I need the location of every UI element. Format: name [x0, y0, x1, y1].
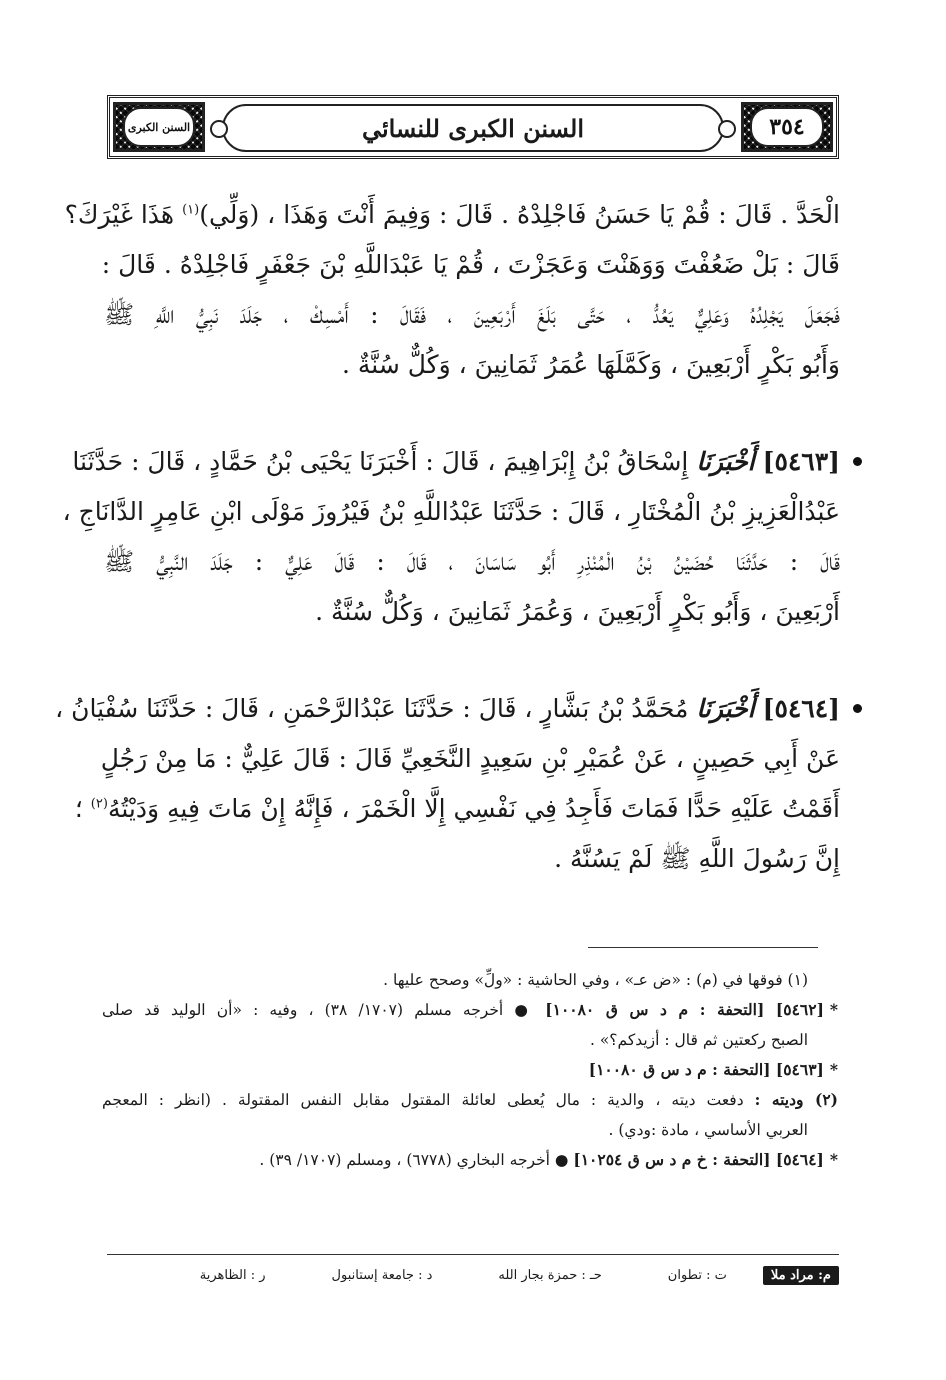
footnotes [102, 965, 838, 1175]
page-header [107, 95, 839, 159]
footnote-2-cont: العربي الأساسي ، مادة :ودي) . [608, 1121, 808, 1139]
book-emblem: السنن الكبرى [123, 107, 195, 147]
text-segment: إِسْحَاقُ بْنُ إِبْرَاهِيمَ ، قَالَ : أَخْبَرَنَا يَحْيَى بْنُ حَمَّادٍ ، قَالَ : حَدَّثَنَا [72, 447, 689, 476]
text-line: فَجَعَلَ يَجْلِدُهُ وَعَلِيٌّ يَعُدُّ ، حَتَّى بَلَغَ أَرْبَعِينَ ، فَقَالَ : أَمْسِكْ ، جَلَدَ نَبِيُّ اللَّهِ ﷺ [104, 300, 840, 329]
hadith-number: [٥٤٦٤] [762, 694, 840, 723]
text-segment: الْحَدَّ . قَالَ : قُمْ يَا حَسَنُ فَاجْلِدْهُ . قَالَ : وَفِيمَ أَنْتَ وَهَذَا ، (وَلِّي) [199, 200, 840, 229]
bullet-icon [853, 704, 862, 713]
manuscript-r: ر : الظاهرية [199, 1267, 266, 1283]
title-cartouche [222, 104, 724, 152]
bottom-divider [107, 1254, 839, 1255]
rosette-icon [718, 120, 736, 138]
continuation-paragraph [64, 190, 840, 390]
star-icon: * [829, 1150, 838, 1169]
footnote-2 [102, 1085, 838, 1115]
text-line: عَبْدُالْعَزِيزِ بْنُ الْمُخْتَارِ ، قَالَ : حَدَّثَنَا عَبْدُاللَّهِ بْنُ فَيْرُوزَ مَوْلَى ابْنِ عَامِرٍ الدَّانَاجِ ، [62, 497, 840, 526]
footnote-text: ● أخرجه البخاري (٦٧٧٨) ، ومسلم (١٧٠٧/ ٣٩) . [259, 1151, 569, 1169]
text-segment: أَقَمْتُ عَلَيْهِ حَدًّا فَمَاتَ فَأَجِدُ فِي نَفْسِي إِلَّا الْخَمْرَ ، فَإِنَّهُ إِنْ مَاتَ فِيهِ وَدَيْتُهُ [107, 794, 840, 823]
manuscript-t: ت : تطوان [667, 1267, 727, 1283]
text-segment: مُحَمَّدُ بْنُ بَشَّارٍ ، قَالَ : حَدَّثَنَا عَبْدُالرَّحْمَنِ ، قَالَ : حَدَّثَنَا سُفْيَانُ ، [55, 694, 689, 723]
footnote-text: دفعت ديته ، والدية : مال يُعطى لعائلة المقتول مقابل النفس المقتولة . (انظر : المعجم [102, 1091, 744, 1109]
hadith-opening: أَخْبَرَنَا [696, 447, 755, 476]
bullet-icon [853, 457, 862, 466]
text-line [74, 784, 840, 834]
footnote-ref: (١) [182, 202, 200, 218]
text-line: إِنَّ رَسُولَ اللَّهِ ﷺ لَمْ يَسُنَّهُ . [554, 844, 840, 873]
tuhfa-ref: [٥٤٦٤] [التحفة : خ م د س ق ١٠٢٥٤] [573, 1150, 824, 1169]
hadith-5463 [62, 437, 840, 637]
footnote-text: ● أخرجه مسلم (١٧٠٧/ ٣٨) ، وفيه : «أن الوليد قد صلى [102, 1001, 535, 1019]
tuhfa-ref: [٥٤٦٣] [التحفة : م د س ق ١٠٠٨٠] [588, 1060, 824, 1079]
manuscript-d: د : جامعة إستانبول [331, 1267, 433, 1283]
star-icon: * [829, 1060, 838, 1079]
header-ornament-right [741, 102, 833, 152]
text-segment: ؛ [74, 794, 83, 823]
footnote-5462-cont: الصبح ركعتين ثم قال : أزيدكم؟» . [589, 1031, 808, 1049]
text-line [64, 190, 840, 240]
manuscript-legend [107, 1262, 839, 1288]
text-line: قَالَ : حَدَّثَنَا حُضَيْنُ بْنُ الْمُنْذِرِ أَبُو سَاسَانَ ، قَالَ : قَالَ عَلِيٌّ : جَلَدَ النَّبِيُّ ﷺ [104, 547, 840, 576]
footnote-divider [588, 947, 818, 948]
page-number: ٣٥٤ [750, 107, 824, 147]
rosette-icon [210, 120, 228, 138]
footnote-5463 [102, 1055, 838, 1085]
text-line: عَنْ أَبِي حَصِينٍ ، عَنْ عُمَيْرِ بْنِ سَعِيدٍ النَّخَعِيِّ قَالَ : قَالَ عَلِيٌّ : مَا مِنْ رَجُلٍ [100, 744, 840, 773]
text-line [55, 684, 840, 734]
text-line [72, 437, 840, 487]
tuhfa-ref: [٥٤٦٢] [التحفة : م د س ق ١٠٠٨٠] [545, 1000, 824, 1019]
star-icon: * [829, 1000, 839, 1019]
text-line: قَالَ : بَلْ ضَعُفْتَ وَوَهَنْتَ وَعَجَزْتَ ، قُمْ يَا عَبْدَاللَّهِ بْنَ جَعْفَرٍ فَاجْلِدْهُ . قَالَ : [101, 250, 840, 279]
manuscript-tag: م: مراد ملا [763, 1266, 839, 1285]
book-title: السنن الكبرى للنسائي [361, 113, 585, 143]
text-segment: هَذَا غَيْرَكَ؟ [64, 200, 175, 229]
hadith-5464 [55, 684, 840, 884]
footnote-label: (٢) وديته : [754, 1090, 838, 1109]
footnote-5462 [102, 995, 838, 1025]
footnote-1: (١) فوقها في (م) : «ض عـ» ، وفي الحاشية : «ولِّ» وصحح عليها . [383, 971, 808, 989]
text-line: وَأَبُو بَكْرٍ أَرْبَعِينَ ، وَكَمَّلَهَا عُمَرُ ثَمَانِينَ ، وَكُلٌّ سُنَّةٌ . [342, 350, 840, 379]
footnote-5464 [102, 1145, 838, 1175]
footnote-ref: (٢) [90, 796, 108, 812]
hadith-number: [٥٤٦٣] [762, 447, 840, 476]
hadith-opening: أَخْبَرَنَا [696, 694, 755, 723]
manuscript-h: حـ : حمزة بجار الله [498, 1267, 602, 1283]
text-line: أَرْبَعِينَ ، وَأَبُو بَكْرٍ أَرْبَعِينَ ، وَعُمَرُ ثَمَانِينَ ، وَكُلٌّ سُنَّةٌ . [315, 597, 840, 626]
header-ornament-left [113, 102, 205, 152]
